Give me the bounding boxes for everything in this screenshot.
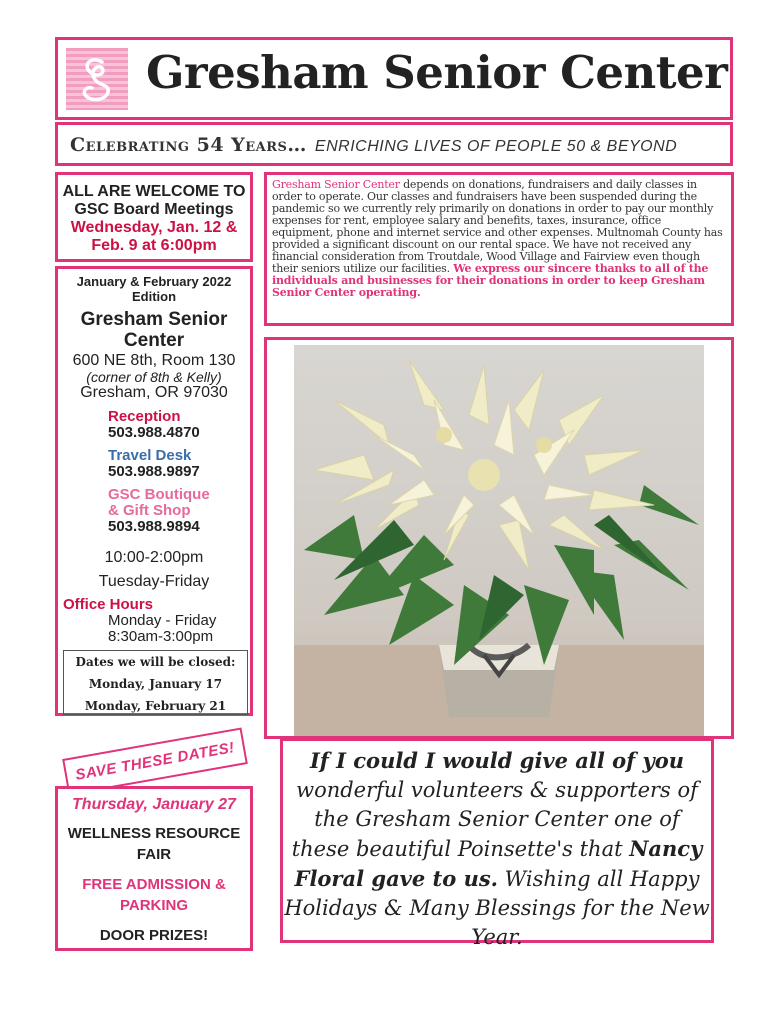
tagline-main: Celebrating 54 Years…: [70, 134, 307, 156]
masthead: [55, 37, 733, 120]
message-closing: Wishing all Happy Holidays & Many Blessings for the New Year.: [284, 867, 710, 949]
travel-desk-label: Travel Desk: [108, 447, 192, 464]
boutique-phone: 503.988.9894: [108, 518, 200, 535]
reception-label: Reception: [108, 408, 181, 425]
closed-dates: [63, 650, 248, 715]
board-meeting-notice: [55, 172, 253, 262]
event-admission: FREE ADMISSION &: [82, 876, 226, 893]
reception-phone: 503.988.4870: [108, 424, 200, 441]
boutique-label: GSC Boutique: [108, 486, 210, 503]
save-the-dates-stamp: SAVE THESE DATES!: [62, 727, 248, 795]
meeting-date: Feb. 9 at 6:00pm: [91, 237, 217, 254]
center-name-line: Center: [123, 330, 185, 351]
tagline-banner: [55, 122, 733, 166]
message-credit: Nancy Floral gave to us.: [294, 836, 703, 891]
intro-thanks: We express our sincere thanks to all of the individuals and businesses for their donations in order to keep Gresham Senior Center operating.: [272, 262, 709, 299]
holiday-message: [280, 738, 714, 949]
office-hours-time: 8:30am-3:00pm: [108, 628, 214, 645]
event-title: WELLNESS RESOURCE: [67, 825, 241, 842]
phone-list: [108, 409, 210, 535]
address-line: 600 NE 8th, Room 130: [72, 352, 236, 369]
closed-date: Monday, February 21: [84, 699, 227, 713]
edition-line: Edition: [131, 289, 177, 304]
address-line: Gresham, OR 97030: [80, 384, 228, 401]
boutique-label: & Gift Shop: [108, 502, 191, 519]
donation-notice: [264, 172, 734, 326]
edition-line: January & February 2022: [76, 274, 232, 289]
welcome-line: GSC Board Meetings: [74, 201, 234, 218]
closed-dates-title: Dates we will be closed:: [75, 655, 236, 669]
gsc-logo-icon: [66, 48, 128, 110]
message-opening: If I could I would give all of you: [309, 748, 685, 773]
closed-date: Monday, January 17: [88, 677, 223, 691]
boutique-hours: [58, 546, 250, 594]
photo-frame: [264, 337, 734, 739]
intro-lead: Gresham Senior Center: [272, 178, 400, 191]
address-line: (corner of 8th & Kelly): [86, 369, 222, 385]
office-hours: [63, 597, 216, 645]
welcome-line: ALL ARE WELCOME TO: [62, 183, 246, 200]
center-name: [58, 309, 250, 351]
office-hours-label: Office Hours: [63, 596, 154, 613]
meeting-date: Wednesday, Jan. 12 &: [70, 219, 238, 236]
office-hours-days: Monday - Friday: [108, 612, 217, 629]
travel-desk-phone: 503.988.9897: [108, 463, 200, 480]
center-name-line: Gresham Senior: [80, 309, 228, 330]
tagline: [70, 134, 677, 156]
events-box: [55, 786, 253, 951]
boutique-hours-days: Tuesday-Friday: [98, 573, 210, 590]
poinsettia-photo: [294, 345, 704, 736]
event-title: FAIR: [136, 846, 172, 863]
address: [58, 353, 250, 401]
intro-body: depends on donations, fundraisers and daily classes in order to operate. Our classes and fundraisers have been suspended during the pandemic so we currently rely primarily on donations in order to pay our monthly expenses for rent, employee salary and benefits, taxes, insurance, office equipment, phone and internet service and other expenses. Multnomah County has provided a significant discount on our rental space. We have not received any financial consideration from Troutdale, Wood Village and Fairview even though their seniors utilize our facilities.: [272, 178, 723, 275]
message-body: wonderful volunteers & supporters of the Gresham Senior Center one of these beautiful Poinsette's that: [291, 778, 698, 861]
page-title: Gresham Senior Center: [146, 46, 728, 99]
boutique-hours-time: 10:00-2:00pm: [104, 549, 204, 566]
edition: [58, 274, 250, 304]
tagline-sub: ENRICHING LIVES OF PEOPLE 50 & BEYOND: [314, 138, 678, 155]
event-admission: PARKING: [119, 897, 189, 914]
event-prizes: DOOR PRIZES!: [99, 927, 209, 944]
event-date: Thursday, January 27: [72, 796, 236, 813]
center-info: [55, 266, 253, 716]
